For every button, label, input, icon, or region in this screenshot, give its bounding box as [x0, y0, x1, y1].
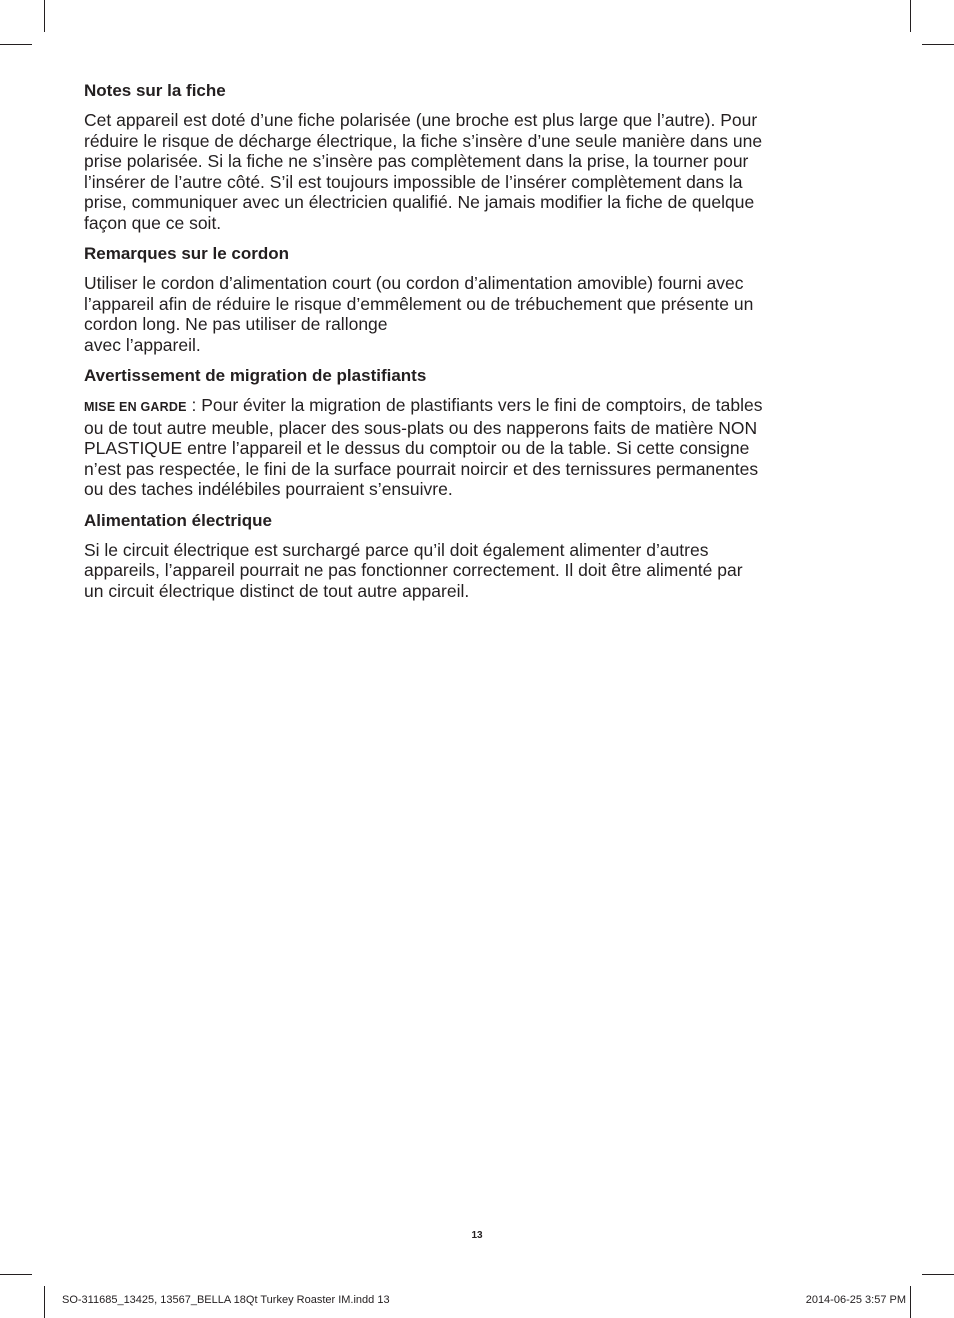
crop-mark-top-right-horizontal	[922, 44, 954, 45]
section-heading-cord: Remarques sur le cordon	[84, 244, 290, 263]
main-content	[84, 80, 884, 611]
slug-filename: SO-311685_13425, 13567_BELLA 18Qt Turkey Roaster IM.indd 13	[62, 1294, 390, 1306]
crop-mark-top-left-vertical	[44, 0, 45, 32]
crop-mark-bottom-right-horizontal	[922, 1274, 954, 1275]
section-body-power: Si le circuit électrique est surchargé parce qu’il doit également alimenter d’autres appareils, l’appareil pourrait ne pas fonctionner correctement. Il doit être alimenté par un circuit électrique distinct de tout autre appareil.	[84, 539, 743, 601]
caution-text: Pour éviter la migration de plastifiants vers le fini de comptoirs, de tables ou de tout autre meuble, placer des sous-plats ou des napperons faits de matière NON PLASTIQUE entre l’appareil et le dessus du comptoir ou de la table. Si cette consigne n’est pas respectée, le fini de la surface pourrait noircir et des ternissures permanentes ou des taches indélébiles pourraient s’ensuivre.	[84, 395, 763, 499]
section-heading-plasticizer: Avertissement de migration de plastifiants	[84, 366, 427, 385]
crop-mark-bottom-left-horizontal	[0, 1274, 32, 1275]
section-body-plasticizer	[84, 395, 884, 500]
crop-mark-bottom-right-vertical	[910, 1286, 911, 1318]
crop-mark-top-right-vertical	[910, 0, 911, 32]
section-heading-plug: Notes sur la fiche	[84, 81, 226, 100]
section-body-cord: Utiliser le cordon d’alimentation court (ou cordon d’alimentation amovible) fourni avec l’appareil afin de réduire le risque d’emmêlement ou de trébuchement que présente un cordon long. Ne pas utiliser de rallonge avec l’appareil.	[84, 273, 754, 355]
section-heading-power: Alimentation électrique	[84, 510, 272, 530]
caution-label: MISE EN GARDE	[84, 400, 187, 414]
page-number: 13	[471, 1230, 483, 1241]
crop-mark-top-left-horizontal	[0, 44, 32, 45]
crop-mark-bottom-left-vertical	[44, 1286, 45, 1318]
slug-datetime: 2014-06-25 3:57 PM	[805, 1294, 906, 1306]
section-body-plug: Cet appareil est doté d’une fiche polarisée (une broche est plus large que l’autre). Pour réduire le risque de décharge électrique, la fiche s’insère d’une seule manière dans une prise polarisée. Si la fiche ne s’insère pas complètement dans la prise, la tourner pour l’insérer de l’autre côté. S’il est toujours impossible de l’insérer complètement dans la prise, communiquer avec un électricien qualifié. Ne jamais modifier la fiche de quelque façon que ce soit.	[84, 110, 763, 233]
caution-label-suffix: :	[186, 395, 202, 415]
